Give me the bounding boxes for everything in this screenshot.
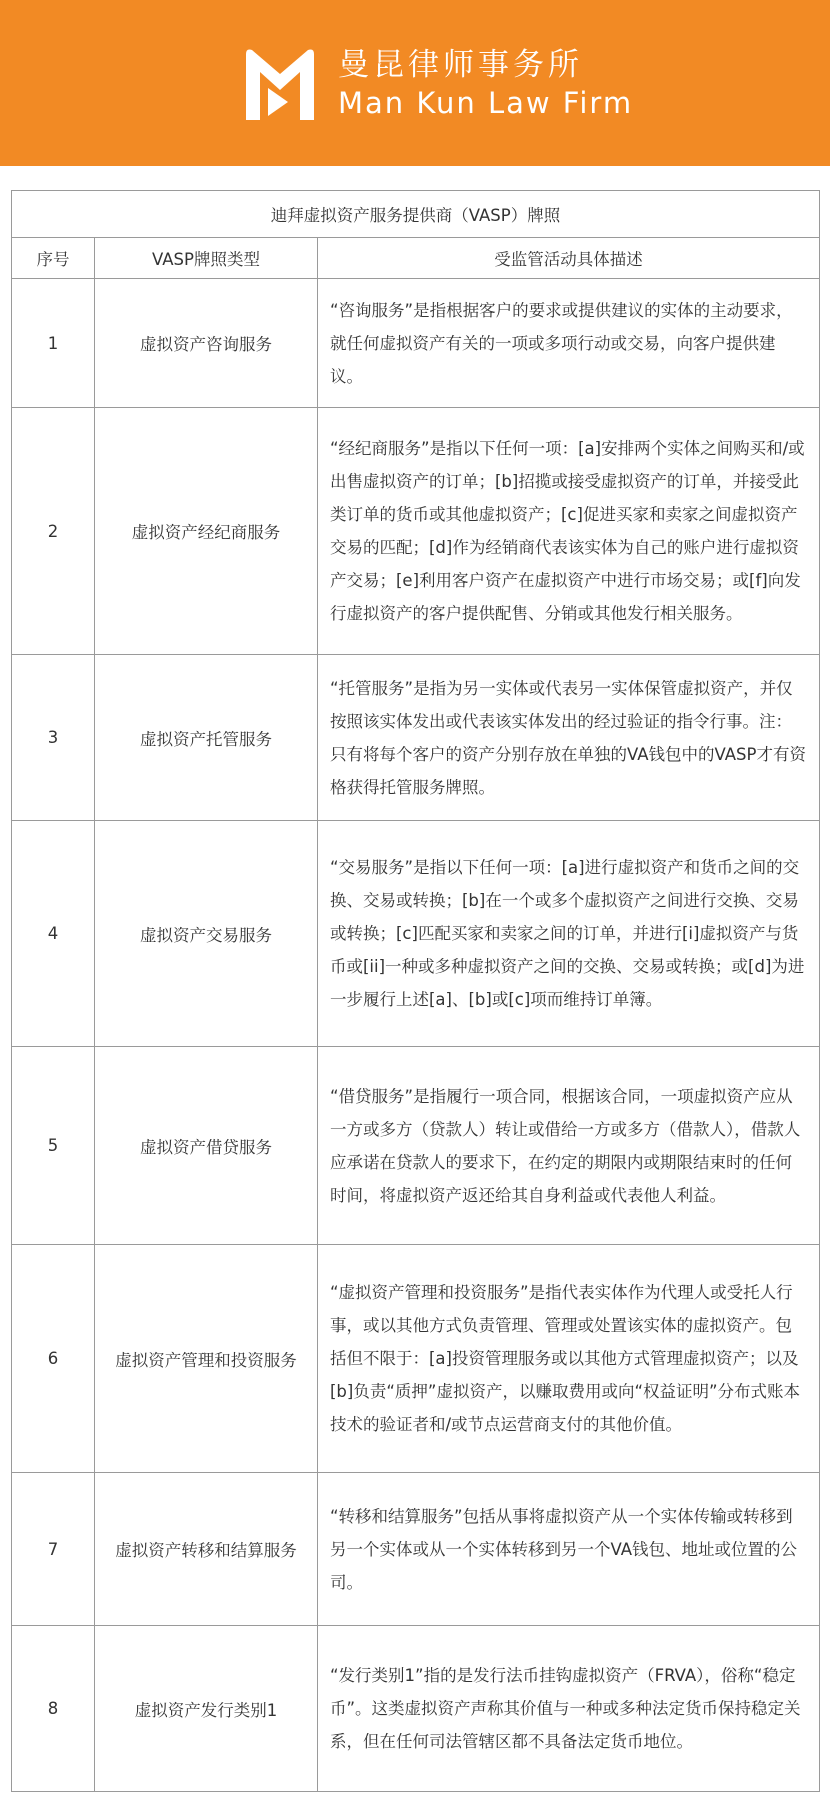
row-number: 8 — [12, 1626, 95, 1792]
header-number: 序号 — [12, 238, 95, 279]
table-row — [12, 821, 820, 1047]
table-row — [12, 1047, 820, 1245]
row-number: 2 — [12, 408, 95, 655]
row-number: 3 — [12, 655, 95, 821]
brand-name-cn: 曼昆律师事务所 — [338, 47, 583, 83]
row-description: “咨询服务”是指根据客户的要求或提供建议的实体的主动要求，就任何虚拟资产有关的一项或多项行动或交易，向客户提供建议。 — [318, 279, 820, 408]
row-number: 6 — [12, 1245, 95, 1473]
table-title: 迪拜虚拟资产服务提供商（VASP）牌照 — [12, 191, 820, 238]
header-description: 受监管活动具体描述 — [318, 238, 820, 279]
row-description: “交易服务”是指以下任何一项：[a]进行虚拟资产和货币之间的交换、交易或转换；[b]在一个或多个虚拟资产之间进行交换、交易或转换；[c]匹配买家和卖家之间的订单，并进行[i]虚拟资产与货币或[ii]一种或多种虚拟资产之间的交换、交易或转换；或[d]为进一步履行上述[a]、[b]或[c]项而维持订单簿。 — [318, 821, 820, 1047]
row-description: “经纪商服务”是指以下任何一项：[a]安排两个实体之间购买和/或出售虚拟资产的订单；[b]招揽或接受虚拟资产的订单，并接受此类订单的货币或其他虚拟资产；[c]促进买家和卖家之间虚拟资产交易的匹配；[d]作为经销商代表该实体为自己的账户进行虚拟资产交易；[e]利用客户资产在虚拟资产中进行市场交易；或[f]向发行虚拟资产的客户提供配售、分销或其他发行相关服务。 — [318, 408, 820, 655]
brand-header — [0, 0, 830, 166]
row-description: “转移和结算服务”包括从事将虚拟资产从一个实体传输或转移到另一个实体或从一个实体转移到另一个VA钱包、地址或位置的公司。 — [318, 1473, 820, 1626]
table-row — [12, 279, 820, 408]
row-license-type: 虚拟资产转移和结算服务 — [95, 1473, 318, 1626]
header-license-type: VASP牌照类型 — [95, 238, 318, 279]
row-number: 5 — [12, 1047, 95, 1245]
row-license-type: 虚拟资产管理和投资服务 — [95, 1245, 318, 1473]
row-license-type: 虚拟资产托管服务 — [95, 655, 318, 821]
row-description: “发行类别1”指的是发行法币挂钩虚拟资产（FRVA），俗称“稳定币”。这类虚拟资产声称其价值与一种或多种法定货币保持稳定关系，但在任何司法管辖区都不具备法定货币地位。 — [318, 1626, 820, 1792]
row-description: “虚拟资产管理和投资服务”是指代表实体作为代理人或受托人行事，或以其他方式负责管理、管理或处置该实体的虚拟资产。包括但不限于：[a]投资管理服务或以其他方式管理虚拟资产；以及[b]负责“质押”虚拟资产，以赚取费用或向“权益证明”分布式账本技术的验证者和/或节点运营商支付的其他价值。 — [318, 1245, 820, 1473]
row-description: “托管服务”是指为另一实体或代表另一实体保管虚拟资产，并仅按照该实体发出或代表该实体发出的经过验证的指令行事。注：只有将每个客户的资产分别存放在单独的VA钱包中的VASP才有资格获得托管服务牌照。 — [318, 655, 820, 821]
table-title-row — [12, 191, 820, 238]
table-row — [12, 655, 820, 821]
row-license-type: 虚拟资产咨询服务 — [95, 279, 318, 408]
row-number: 4 — [12, 821, 95, 1047]
row-license-type: 虚拟资产借贷服务 — [95, 1047, 318, 1245]
row-license-type: 虚拟资产交易服务 — [95, 821, 318, 1047]
brand-name-en: Man Kun Law Firm — [338, 86, 634, 120]
mankun-logo-icon — [240, 44, 320, 124]
row-description: “借贷服务”是指履行一项合同，根据该合同，一项虚拟资产应从一方或多方（贷款人）转让或借给一方或多方（借款人），借款人应承诺在贷款人的要求下，在约定的期限内或期限结束时的任何时间，将虚拟资产返还给其自身利益或代表他人利益。 — [318, 1047, 820, 1245]
table-row — [12, 1245, 820, 1473]
row-number: 1 — [12, 279, 95, 408]
table-row — [12, 1473, 820, 1626]
vasp-license-table — [11, 190, 820, 1792]
table-row — [12, 408, 820, 655]
brand-logo — [240, 44, 633, 124]
row-license-type: 虚拟资产经纪商服务 — [95, 408, 318, 655]
table-row — [12, 1626, 820, 1792]
table-header-row — [12, 238, 820, 279]
row-number: 7 — [12, 1473, 95, 1626]
row-license-type: 虚拟资产发行类别1 — [95, 1626, 318, 1792]
